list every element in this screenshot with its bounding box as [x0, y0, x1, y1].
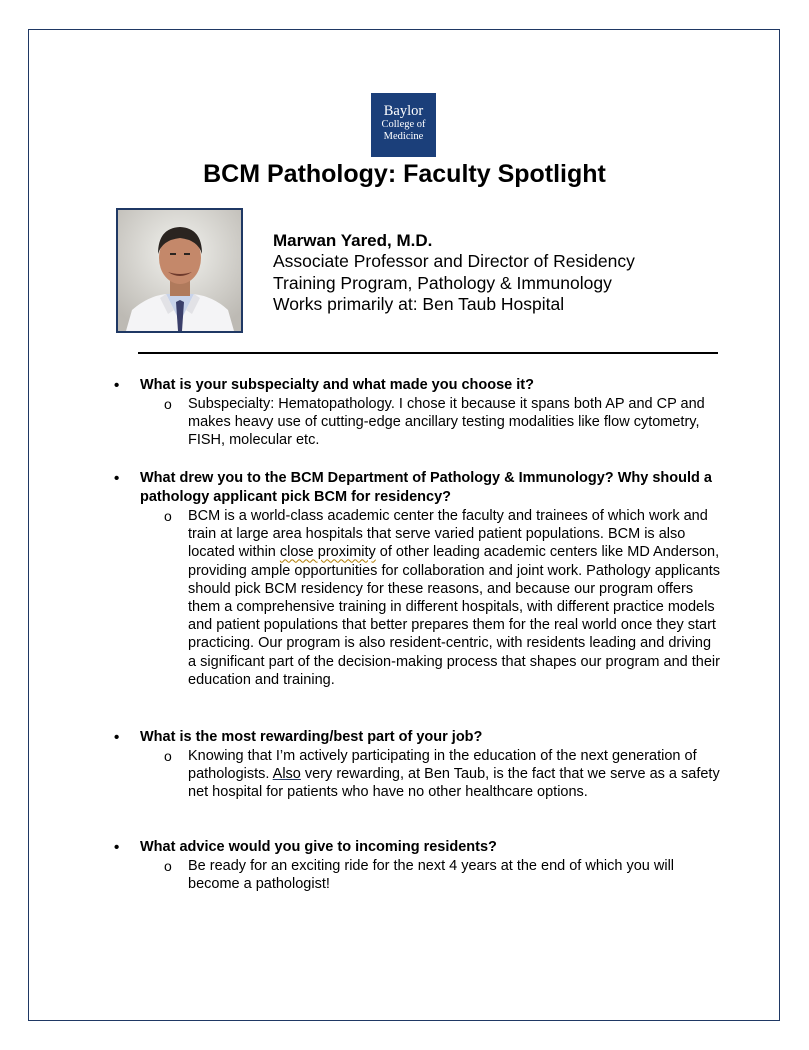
faculty-role-line-2: Training Program, Pathology & Immunology	[273, 272, 612, 293]
question-3-text: What is the most rewarding/best part of your job?	[140, 729, 483, 745]
answer-1-text: Subspecialty: Hematopathology. I chose it because it spans both AP and CP and makes heavy use of cutting-edge ancillary testing modalities like flow cytometry, FISH, molecular etc.	[188, 396, 705, 449]
bullet-icon: •	[114, 470, 120, 487]
question-1	[114, 376, 740, 395]
faculty-photo-image	[118, 210, 241, 331]
faculty-role-line-1: Associate Professor and Director of Residency	[273, 251, 635, 271]
sub-bullet-icon: o	[164, 858, 172, 874]
logo-line-2: College of	[381, 119, 426, 130]
faculty-location: Works primarily at: Ben Taub Hospital	[273, 294, 565, 314]
sub-bullet-icon: o	[164, 508, 172, 524]
answer-1	[164, 395, 720, 450]
question-2-text: What drew you to the BCM Department of Pathology & Immunology? Why should a pathology applicant pick BCM for residency?	[140, 470, 712, 505]
question-2	[114, 469, 740, 507]
answer-4-text: Be ready for an exciting ride for the next 4 years at the end of which you will become a pathologist!	[188, 858, 675, 893]
page-title: BCM Pathology: Faculty Spotlight	[203, 160, 606, 188]
sub-bullet-icon: o	[164, 396, 172, 412]
logo-line-3: Medicine	[383, 131, 424, 142]
baylor-logo	[371, 93, 436, 157]
answer-3-text-b: Also	[272, 766, 301, 783]
sub-bullet-icon: o	[164, 748, 172, 764]
divider-line	[138, 352, 718, 354]
bullet-icon: •	[114, 839, 120, 856]
question-1-text: What is your subspecialty and what made you choose it?	[140, 377, 534, 393]
answer-2-text-c: of other leading academic centers like MD Anderson, providing ample opportunities for collaboration and joint work. Pathology applicants should pick BCM residency for these reasons, and because our program offers them a comprehensive training in different hospitals, with different practice models and patient populations that better prepares them for the real world once they start practicing. Our program is also resident-centric, with residents leading and driving a significant part of the decision-making process that shapes our program and their education and training.	[188, 544, 720, 688]
answer-2	[164, 507, 720, 689]
answer-3	[164, 747, 720, 802]
faculty-name: Marwan Yared, M.D.	[273, 231, 433, 250]
answer-2-text-a: BCM is a world-class academic center the faculty and trainees of which work and train at large area hospitals that serve varied patient populations. BCM is also located within	[188, 508, 708, 561]
answer-3-text-c: very rewarding, at Ben Taub, is the fact that we serve as a safety net hospital for patients who have no other healthcare options.	[188, 766, 720, 801]
profile-info	[273, 230, 743, 316]
question-3	[114, 728, 740, 747]
question-4-text: What advice would you give to incoming residents?	[140, 839, 497, 855]
bullet-icon: •	[114, 377, 120, 394]
bullet-icon: •	[114, 729, 120, 746]
answer-3-text-a: Knowing that I’m actively participating in the education of the next generation of pathologists.	[188, 748, 697, 783]
answer-2-text-b: close proximity	[279, 544, 376, 561]
answer-4	[164, 857, 720, 893]
logo-line-1: Baylor	[383, 103, 424, 119]
faculty-photo	[116, 208, 243, 333]
question-4	[114, 838, 740, 857]
